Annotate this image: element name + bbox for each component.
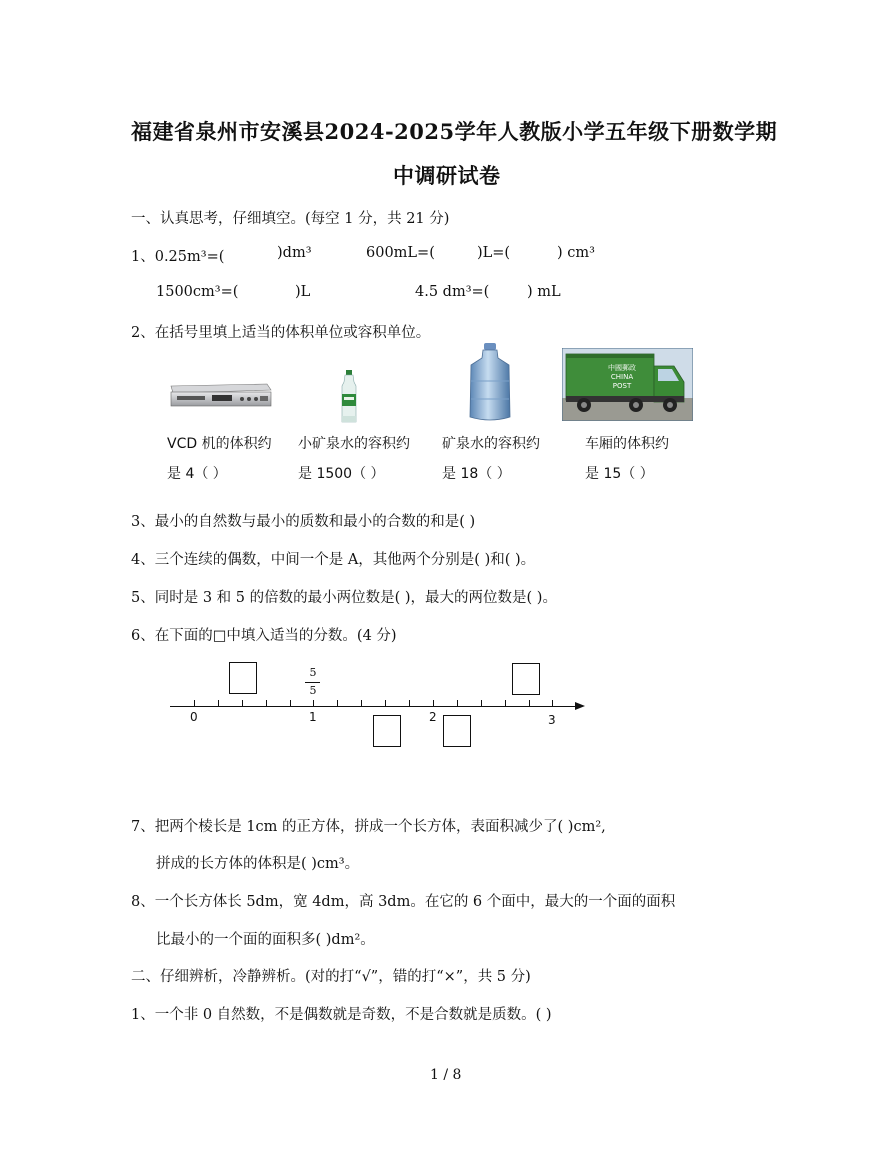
tick bbox=[409, 700, 410, 706]
fraction-numerator: 5 bbox=[309, 666, 317, 679]
q1-part-b: 600mL=( bbox=[366, 245, 435, 261]
tick bbox=[361, 700, 362, 706]
q2-item-4-line2: 是 15（ ） bbox=[585, 466, 654, 482]
q5-text: 5、同时是 3 和 5 的倍数的最小两位数是( )，最大的两位数是( )。 bbox=[131, 590, 557, 606]
q2-item-4-line1: 车厢的体积约 bbox=[585, 436, 669, 452]
answer-box-3[interactable] bbox=[373, 715, 401, 747]
water-bottle-image bbox=[339, 370, 359, 424]
q2-item-3-line2: 是 18（ ） bbox=[442, 466, 511, 482]
q7-line1: 7、把两个棱长是 1cm 的正方体，拼成一个长方体，表面积减少了( )cm², bbox=[131, 819, 606, 835]
number-line-axis bbox=[170, 706, 575, 707]
tick bbox=[385, 700, 386, 706]
answer-box-4[interactable] bbox=[443, 715, 471, 747]
q1-part-c-unit: )L bbox=[295, 284, 311, 300]
q8-line2: 比最小的一个面的面积多( )dm²。 bbox=[156, 932, 375, 948]
q1-part-c: 1500cm³=( bbox=[156, 284, 239, 300]
number-line-arrow bbox=[575, 702, 585, 710]
q8-line1: 8、一个长方体长 5dm，宽 4dm，高 3dm。在它的 6 个面中，最大的一个面的面积 bbox=[131, 894, 676, 910]
truck-image bbox=[562, 348, 693, 421]
tick bbox=[290, 700, 291, 706]
q2-item-1-line1: VCD 机的体积约 bbox=[167, 436, 272, 452]
q1-part-a-unit: )dm³ bbox=[277, 245, 312, 261]
page-title-line1: 福建省泉州市安溪县2024-2025学年人教版小学五年级下册数学期 bbox=[131, 119, 778, 144]
tick bbox=[457, 700, 458, 706]
tick bbox=[481, 700, 482, 706]
truck-sign-text: 中國郵政 CHINA POST bbox=[608, 364, 636, 390]
number-line-label-1: 1 bbox=[309, 710, 317, 724]
q2-item-2-line2: 是 1500（ ） bbox=[298, 466, 385, 482]
q1-part-a: 1、0.25m³=( bbox=[131, 249, 225, 265]
tick bbox=[529, 700, 530, 706]
q1-part-b-unit: ) cm³ bbox=[557, 245, 595, 261]
tick-2 bbox=[433, 700, 434, 706]
tick bbox=[505, 700, 506, 706]
tick bbox=[337, 700, 338, 706]
tick-1 bbox=[313, 700, 314, 706]
q2-item-3-line1: 矿泉水的容积约 bbox=[442, 436, 540, 452]
water-jug-image bbox=[465, 343, 515, 423]
answer-box-1[interactable] bbox=[229, 662, 257, 694]
q2-item-2-line1: 小矿泉水的容积约 bbox=[298, 436, 410, 452]
q1-part-d: 4.5 dm³=( bbox=[415, 284, 490, 300]
fraction-denominator: 5 bbox=[309, 684, 317, 697]
q2-item-1-line2: 是 4（ ） bbox=[167, 466, 227, 482]
s2-q1-text: 1、一个非 0 自然数，不是偶数就是奇数，不是合数就是质数。( ) bbox=[131, 1007, 552, 1023]
q4-text: 4、三个连续的偶数，中间一个是 A，其他两个分别是( )和( )。 bbox=[131, 552, 536, 568]
number-line-label-3: 3 bbox=[548, 713, 556, 727]
q7-line2: 拼成的长方体的体积是( )cm³。 bbox=[156, 856, 360, 872]
q1-part-d-unit: ) mL bbox=[527, 284, 561, 300]
tick bbox=[266, 700, 267, 706]
tick bbox=[218, 700, 219, 706]
q6-text: 6、在下面的□中填入适当的分数。(4 分) bbox=[131, 628, 397, 644]
tick-0 bbox=[194, 700, 195, 706]
tick bbox=[242, 700, 243, 706]
answer-box-2[interactable] bbox=[512, 663, 540, 695]
q3-text: 3、最小的自然数与最小的质数和最小的合数的和是( ) bbox=[131, 514, 476, 530]
page-number: 1 / 8 bbox=[430, 1067, 462, 1083]
section2-header: 二、仔细辨析，冷静辨析。(对的打“√”，错的打“×”，共 5 分) bbox=[131, 969, 531, 985]
number-line-label-2: 2 bbox=[429, 710, 437, 724]
tick-3 bbox=[552, 700, 553, 706]
section1-header: 一、认真思考，仔细填空。(每空 1 分，共 21 分) bbox=[131, 211, 450, 227]
q1-part-b-mid: )L=( bbox=[477, 245, 511, 261]
fraction-bar bbox=[305, 682, 320, 683]
vcd-player-image bbox=[167, 380, 272, 410]
q2-text: 2、在括号里填上适当的体积单位或容积单位。 bbox=[131, 325, 431, 341]
number-line-label-0: 0 bbox=[190, 710, 198, 724]
page-title-line2: 中调研试卷 bbox=[393, 163, 501, 188]
